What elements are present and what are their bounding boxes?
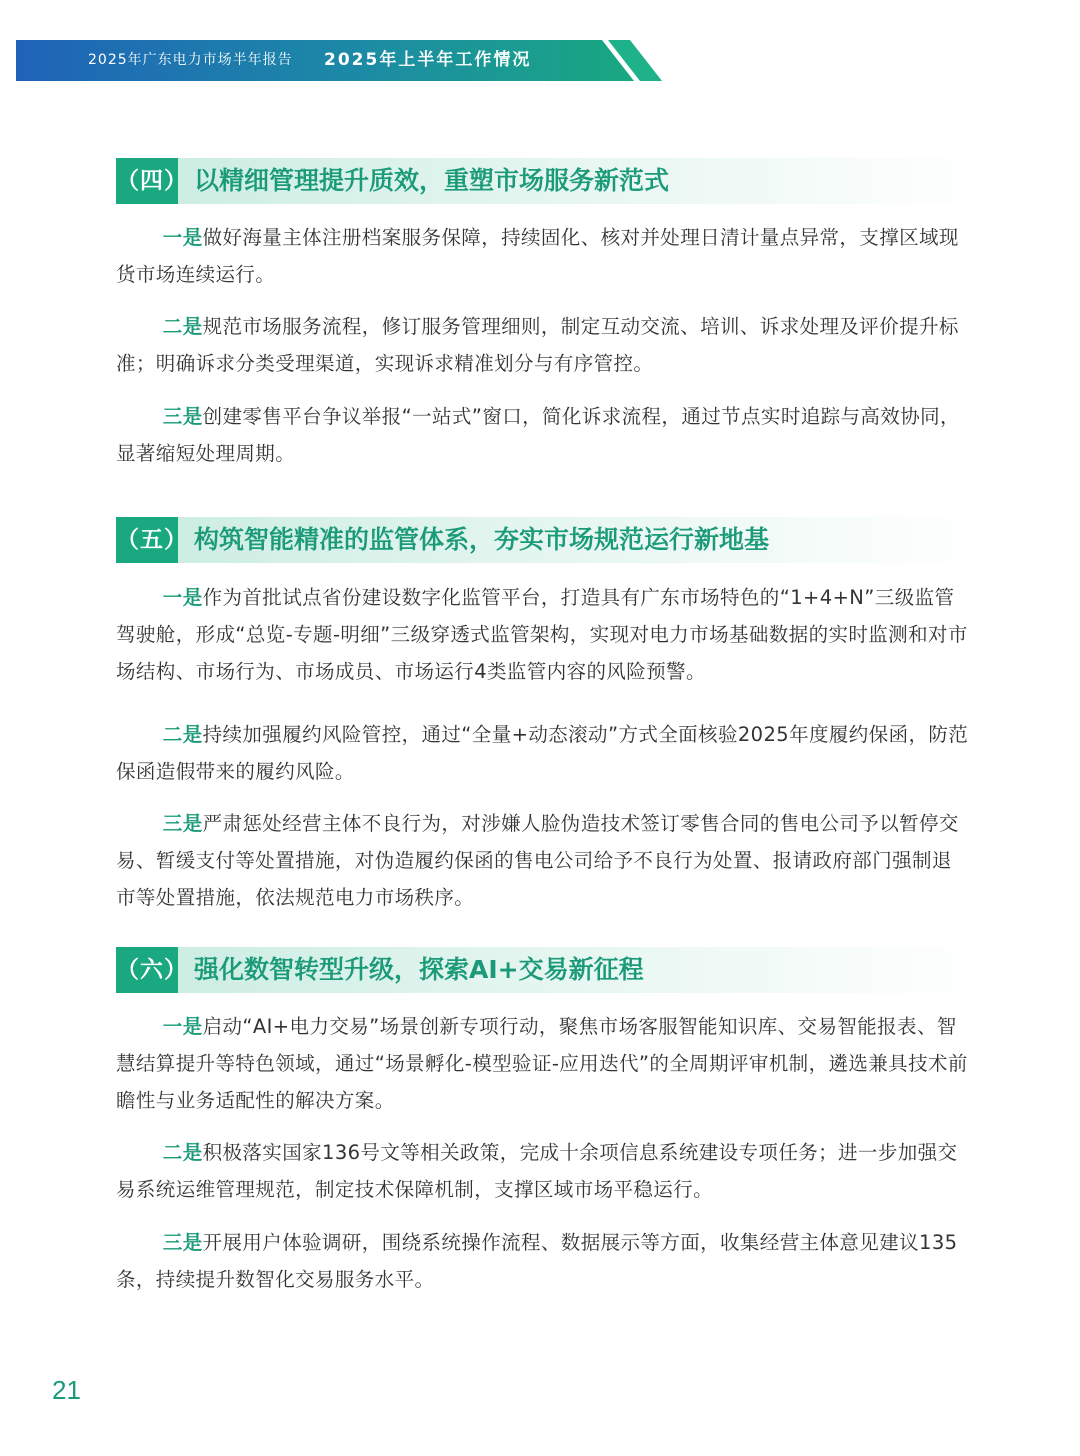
paragraph-text: 做好海量主体注册档案服务保障，持续固化、核对并处理日清计量点异常，支撑区域现货市场连续运行。	[116, 226, 959, 286]
section-heading-5	[116, 517, 986, 563]
section-number: （四）	[116, 158, 178, 204]
paragraph	[116, 579, 970, 690]
section-number: （六）	[116, 947, 178, 993]
paragraph-text: 积极落实国家136号文等相关政策，完成十余项信息系统建设专项任务；进一步加强交易系统运维管理规范，制定技术保障机制，支撑区域市场平稳运行。	[116, 1141, 958, 1201]
paragraph	[116, 716, 970, 790]
paragraph	[116, 1224, 970, 1298]
paragraph-lead: 二是	[162, 1141, 203, 1164]
paragraph	[116, 1008, 970, 1119]
paragraph	[116, 398, 970, 472]
paragraph-text: 持续加强履约风险管控，通过“全量+动态滚动”方式全面核验2025年度履约保函，防范保函造假带来的履约风险。	[116, 723, 969, 783]
paragraph-lead: 二是	[162, 315, 203, 338]
paragraph-lead: 二是	[162, 723, 203, 746]
page-number: 21	[52, 1375, 81, 1405]
paragraph-lead: 一是	[162, 226, 203, 249]
section-title: 构筑智能精准的监管体系，夯实市场规范运行新地基	[194, 525, 770, 554]
section-title: 以精细管理提升质效，重塑市场服务新范式	[194, 166, 670, 195]
section-heading-4	[116, 158, 986, 204]
paragraph	[116, 1134, 970, 1208]
paragraph	[116, 308, 970, 382]
header-banner	[16, 40, 666, 81]
paragraph-text: 创建零售平台争议举报“一站式”窗口，简化诉求流程，通过节点实时追踪与高效协同，显著缩短处理周期。	[116, 405, 960, 465]
paragraph-lead: 一是	[162, 586, 203, 609]
paragraph	[116, 219, 970, 293]
chapter-title: 2025年上半年工作情况	[324, 50, 532, 70]
paragraph-lead: 三是	[162, 1231, 203, 1254]
paragraph-lead: 三是	[162, 812, 203, 835]
section-heading-6	[116, 947, 986, 993]
paragraph-text: 规范市场服务流程，修订服务管理细则，制定互动交流、培训、诉求处理及评价提升标准；明确诉求分类受理渠道，实现诉求精准划分与有序管控。	[116, 315, 959, 375]
paragraph-text: 严肃惩处经营主体不良行为，对涉嫌人脸伪造技术签订零售合同的售电公司予以暂停交易、暂缓支付等处置措施，对伪造履约保函的售电公司给予不良行为处置、报请政府部门强制退市等处置措施，依法规范电力市场秩序。	[116, 812, 959, 909]
paragraph-lead: 三是	[162, 405, 203, 428]
paragraph-text: 开展用户体验调研，围绕系统操作流程、数据展示等方面，收集经营主体意见建议135条，持续提升数智化交易服务水平。	[116, 1231, 958, 1291]
section-number: （五）	[116, 517, 178, 563]
paragraph-text: 作为首批试点省份建设数字化监管平台，打造具有广东市场特色的“1+4+N”三级监管驾驶舱，形成“总览-专题-明细”三级穿透式监管架构，实现对电力市场基础数据的实时监测和对市场结构、市场行为、市场成员、市场运行4类监管内容的风险预警。	[116, 586, 968, 683]
paragraph-text: 启动“AI+电力交易”场景创新专项行动，聚焦市场客服智能知识库、交易智能报表、智慧结算提升等特色领域，通过“场景孵化-模型验证-应用迭代”的全周期评审机制，遴选兼具技术前瞻性与业务适配性的解决方案。	[116, 1015, 968, 1112]
paragraph-lead: 一是	[162, 1015, 203, 1038]
report-title: 2025年广东电力市场半年报告	[88, 52, 293, 68]
paragraph	[116, 805, 970, 916]
section-title: 强化数智转型升级，探索AI+交易新征程	[194, 955, 644, 984]
